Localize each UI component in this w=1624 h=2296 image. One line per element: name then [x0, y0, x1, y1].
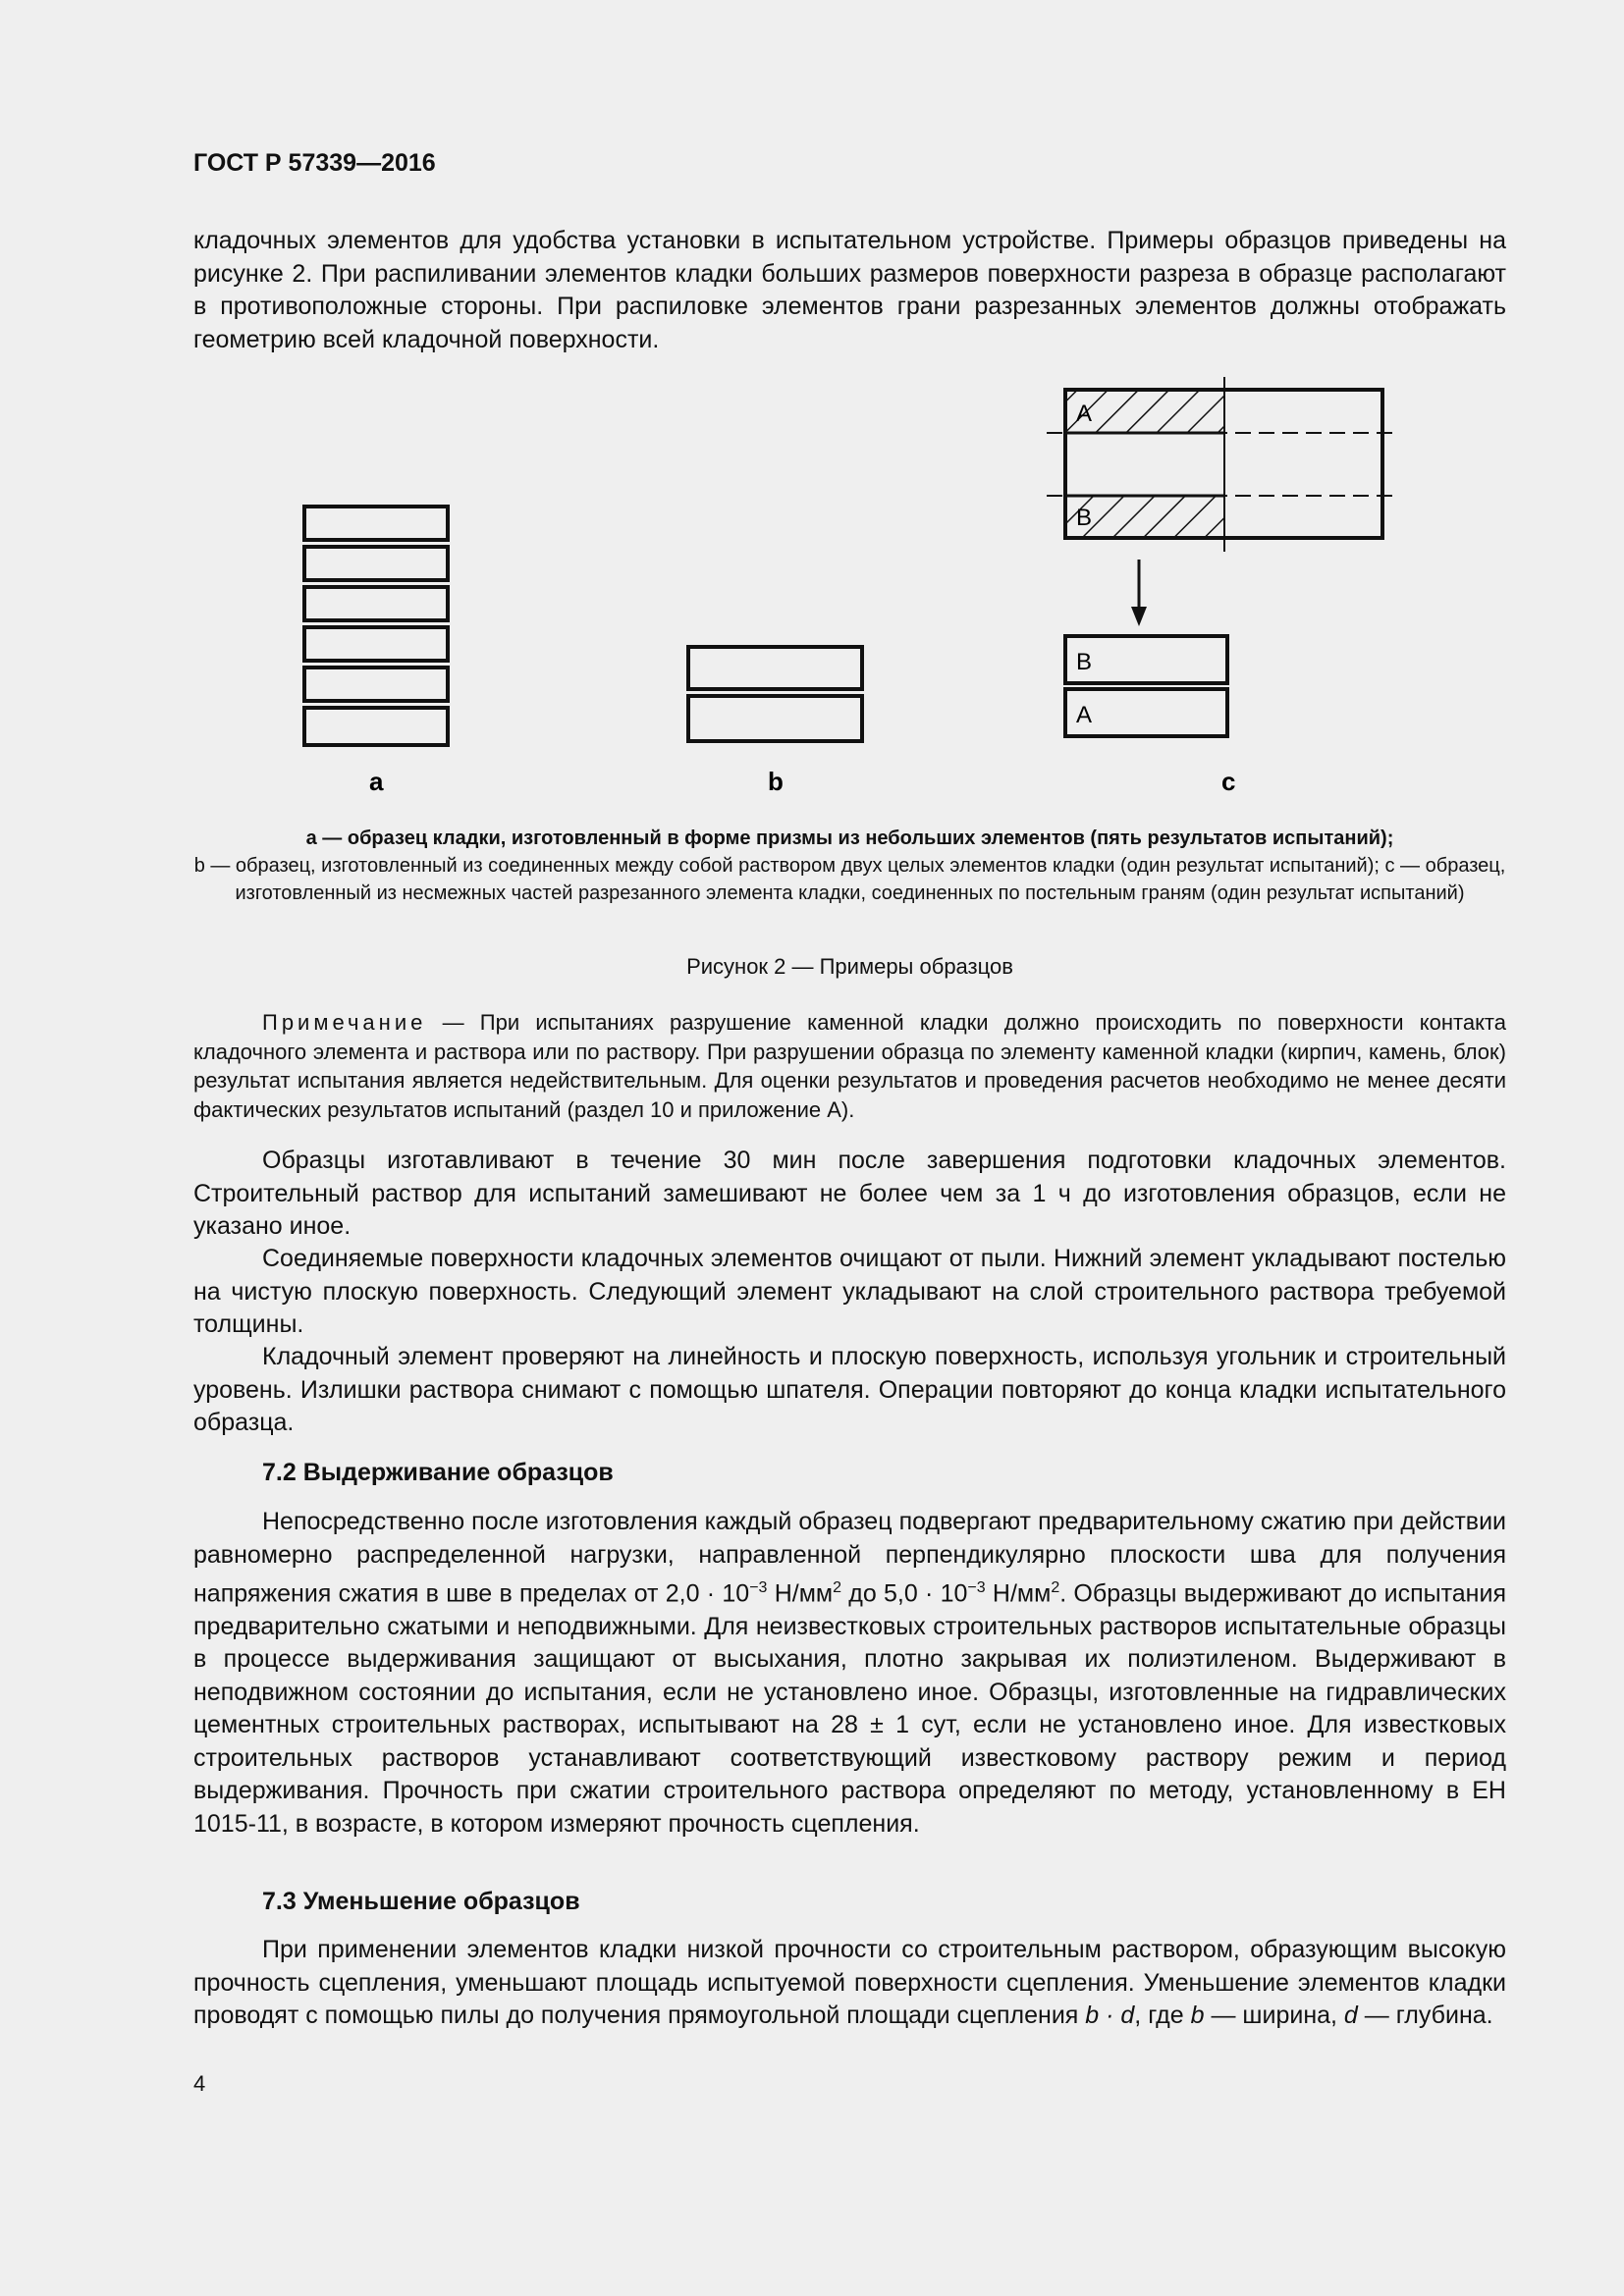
- paragraph-samples-time: Образцы изготавливают в течение 30 мин после завершения подготовки кладочных элементов. Строительный раствор для испытаний замешивают не более чем за 1 ч до изготовления образцов, если не указано иное.: [193, 1147, 1506, 1240]
- figure-title: Рисунок 2 — Примеры образцов: [686, 954, 1013, 979]
- section-7-3-paragraph: При применении элементов кладки низкой прочности со строительным раствором, образующим высокую прочность сцепления, уменьшают площадь испытуемой поверхности сцепления. Уменьшение элементов кладки проводят с помощью пилы до получения прямоугольной площади сцепления b · d, где b — ширина, d — глубина.: [193, 1936, 1506, 2029]
- note-label: Примечание: [262, 1010, 427, 1035]
- label-c: c: [1221, 767, 1236, 796]
- note-text: — При испытаниях разрушение каменной кладки должно происходить по поверхности контакта кладочного элемента и раствора или по раствору. При разрушении образца по элементу каменной кладки (кирпич, камень, блок) результат испытания является недействительным. Для оценки результатов и проведения расчетов необходимо не менее десяти фактических результатов испытаний (раздел 10 и приложение А).: [193, 1010, 1506, 1122]
- sample-c-cut-element: [1047, 377, 1399, 736]
- caption-a: а — образец кладки, изготовленный в форме призмы из небольших элементов (пять результатов испытаний);: [305, 828, 1394, 849]
- sample-a-prism: [304, 507, 448, 745]
- figure-caption: [193, 825, 1506, 907]
- intro-paragraph: кладочных элементов для удобства установки в испытательном устройстве. Примеры образцов приведены на рисунке 2. При распиливании элементов кладки больших размеров поверхности разреза в образце располагают в противоположные стороны. При распиловке элементов грани разрезанных элементов должны отображать геометрию всей кладочной поверхности.: [193, 227, 1506, 353]
- part-mark-a: A: [1076, 702, 1093, 728]
- note-paragraph: [193, 1008, 1506, 1124]
- cut-mark-b: B: [1076, 505, 1093, 531]
- figure-samples: [0, 0, 1624, 883]
- section-7-2-heading: 7.2 Выдерживание образцов: [262, 1459, 614, 1486]
- caption-b-c: b — образец, изготовленный из соединенных между собой раствором двух целых элементов кладки (один результат испытаний); с — образец, изготовленный из несмежных частей разрезанного элемента кладки, соединенных по постельным граням (один результат испытаний): [193, 855, 1506, 904]
- part-mark-b: B: [1076, 649, 1093, 675]
- label-b: b: [768, 767, 784, 796]
- paragraph-check: Кладочный элемент проверяют на линейность и плоскую поверхность, используя угольник и строительный уровень. Излишки раствора снимают с помощью шпателя. Операции повторяют до конца кладки испытательного образца.: [193, 1343, 1506, 1436]
- page-number: 4: [193, 2071, 206, 2096]
- paragraph-surfaces: Соединяемые поверхности кладочных элементов очищают от пыли. Нижний элемент укладывают постелью на чистую плоскую поверхность. Следующий элемент укладывают на слой строительного раствора требуемой толщины.: [193, 1245, 1506, 1338]
- cut-mark-a: A: [1076, 400, 1093, 427]
- section-7-3-heading: 7.3 Уменьшение образцов: [262, 1888, 580, 1915]
- document-header: ГОСТ Р 57339—2016: [193, 149, 436, 177]
- label-a: a: [369, 767, 384, 796]
- sample-b-pair: [688, 647, 862, 741]
- section-7-2-paragraph: Непосредственно после изготовления каждый образец подвергают предварительному сжатию при действии равномерно распределенной нагрузки, направленной перпендикулярно плоскости шва для получения напряжения сжатия в шве в пределах от $2,0 \cdot 10^{-3}$ $Н/мм^2$ до $5,0 \cdot 10^{-3}$ $Н/мм^2$. Образцы выдерживают до испытания предварительно сжатыми и неподвижными. Для неизвестковых строительных растворов испытательные образцы в процессе выдерживания защищают от высыхания, плотно закрывая их полиэтиленом. Выдерживают в неподвижном состоянии до испытания, если не установлено иное. Образцы, изготовленные на гидравлических цементных строительных растворах, испытывают на 28 ± 1 сут, если не установлено иное. Для известковых строительных растворов устанавливают соответствующий известковому раствору режим и период выдерживания. Прочность при сжатии строительного раствора определяют по методу, установленному в ЕН 1015-11, в возрасте, в котором измеряют прочность сцепления.: [193, 1508, 1506, 1838]
